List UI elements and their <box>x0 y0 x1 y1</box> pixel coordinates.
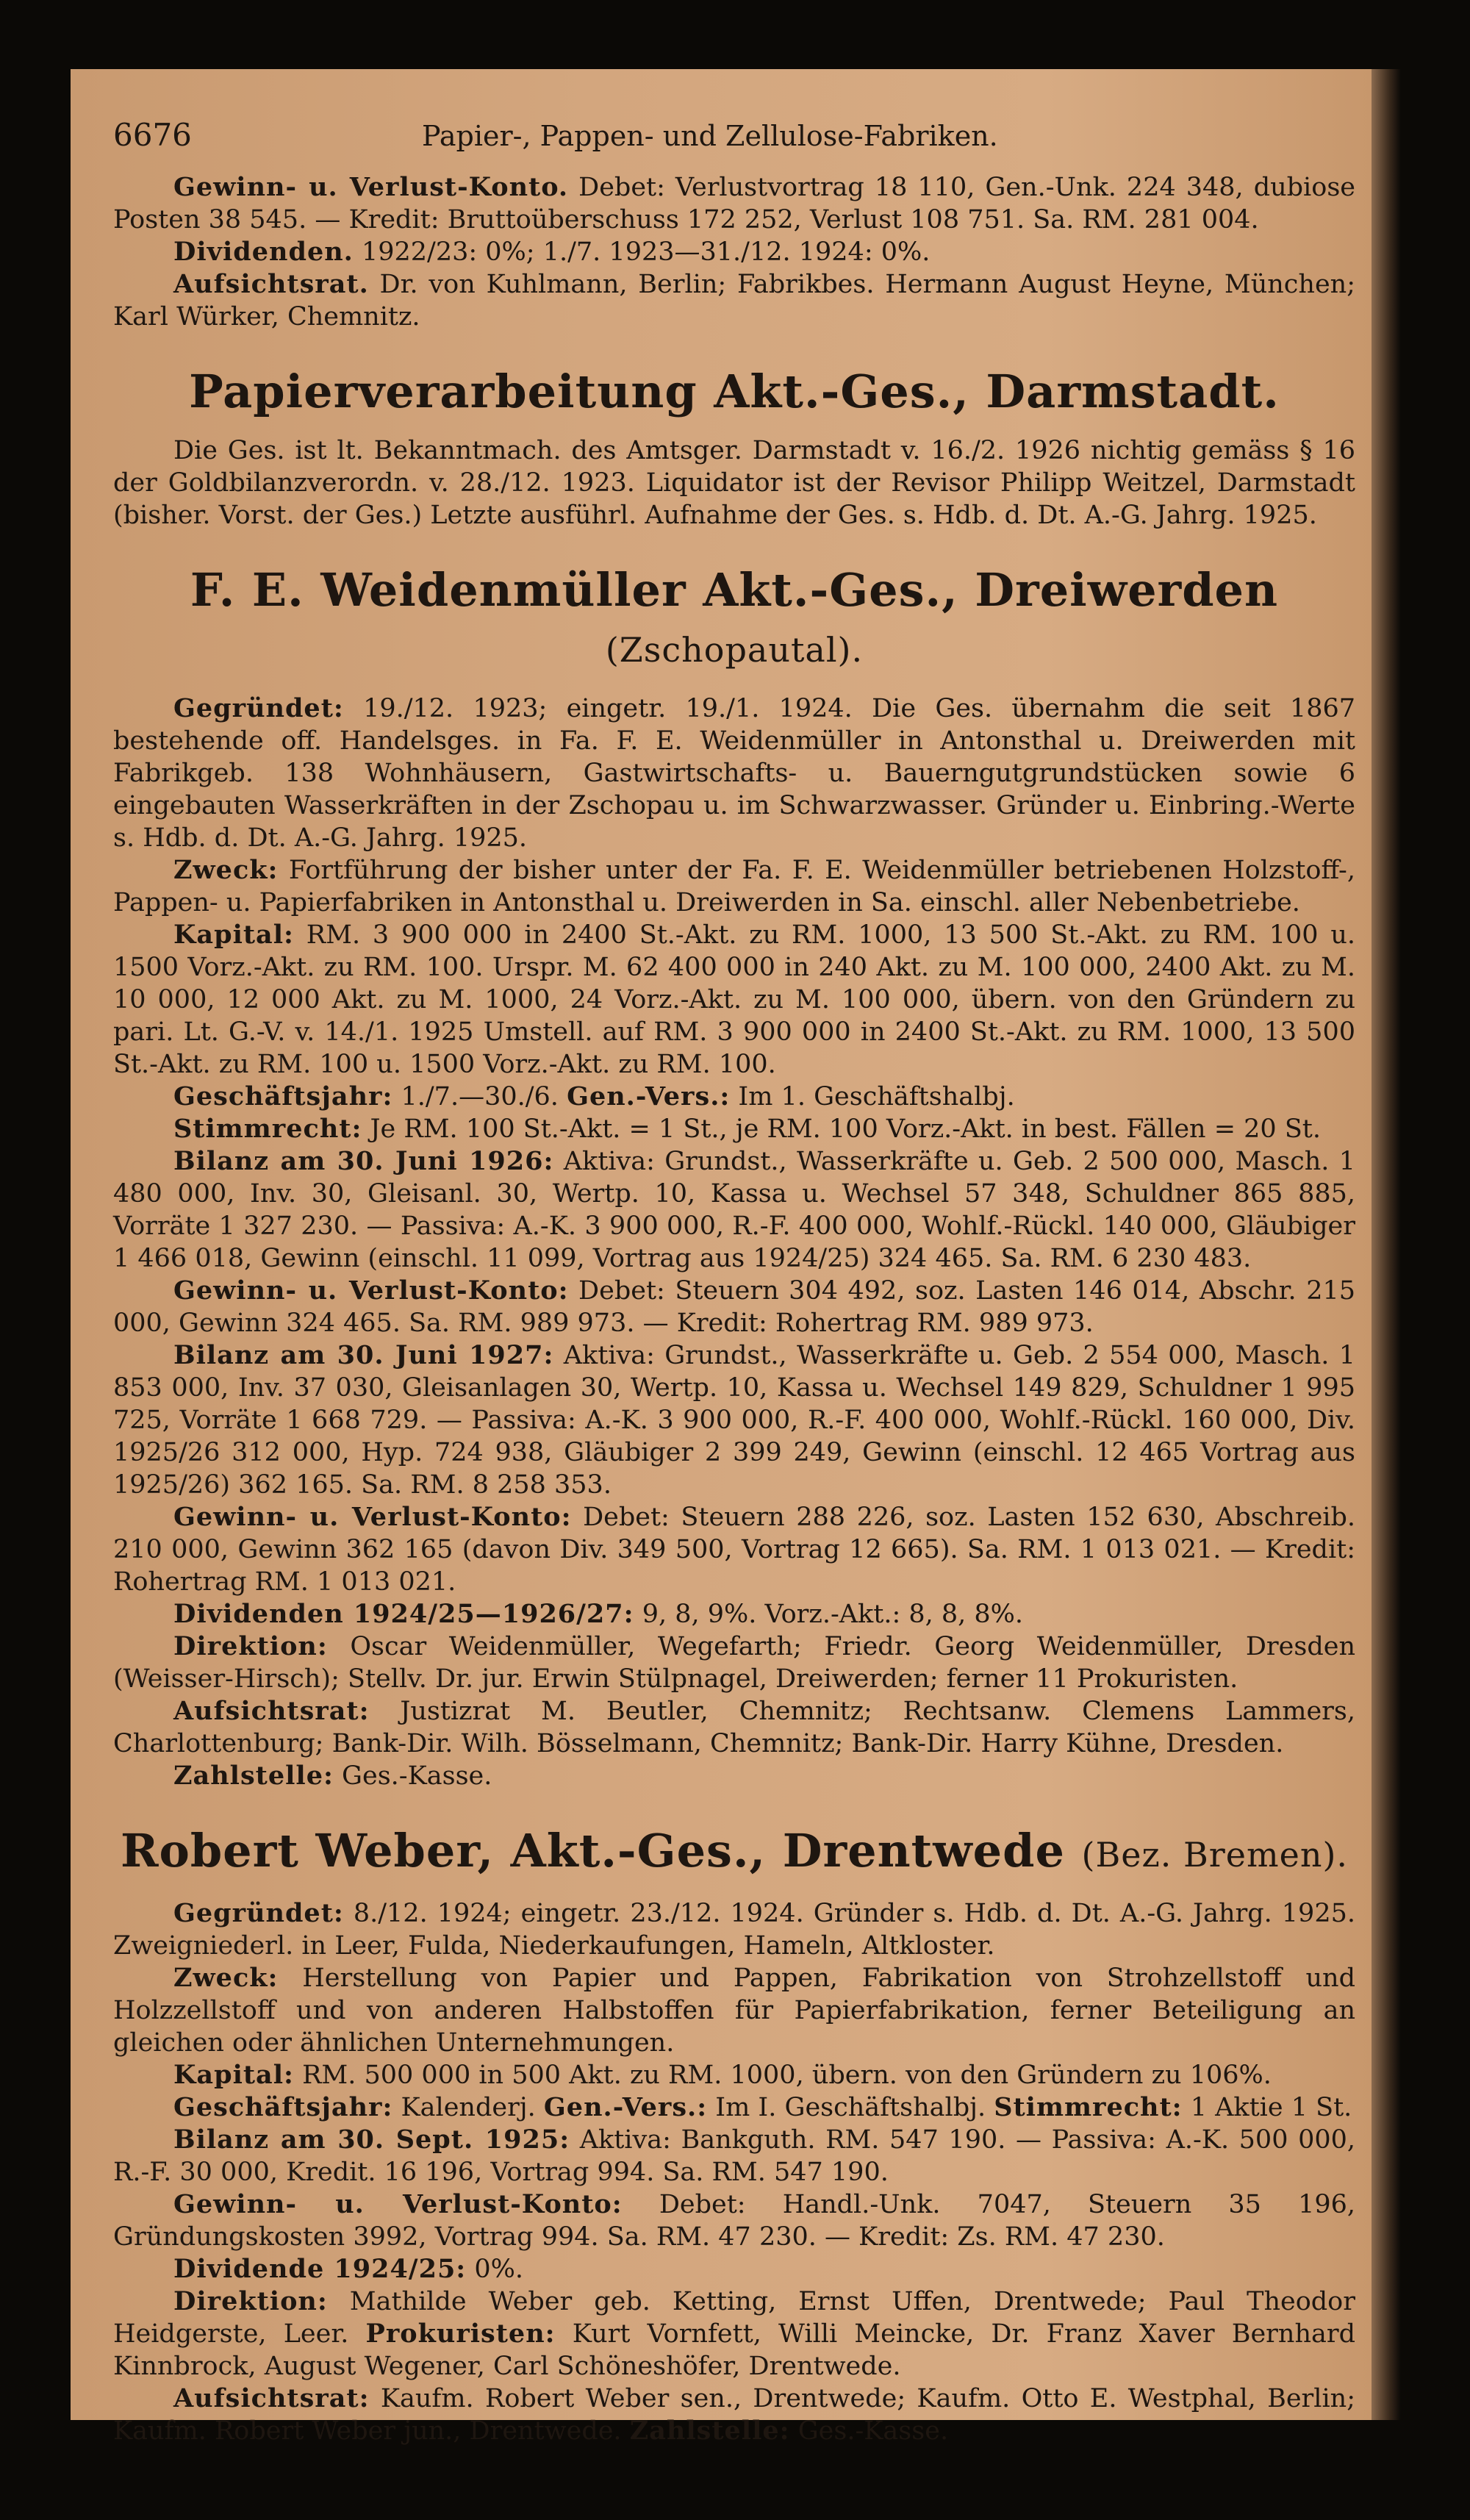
company-title-location: (Bez. Bremen). <box>1081 1835 1349 1875</box>
entry-key: Gen.-Vers.: <box>543 2092 708 2122</box>
paragraph <box>113 1897 1355 1962</box>
paragraph <box>113 1145 1355 1275</box>
paragraph <box>113 2059 1355 2091</box>
entry-text: 9, 8, 9%. Vorz.-Akt.: 8, 8, 8%. <box>634 1600 1024 1629</box>
entry-text: 1 Aktie 1 St. <box>1182 2093 1352 2122</box>
paragraph <box>113 1631 1355 1695</box>
entry-key: Kapital: <box>173 2060 294 2090</box>
entry-text: RM. 3 900 000 in 2400 St.-Akt. zu RM. 1000, 13 500 St.-Akt. zu RM. 100 u. 1500 Vorz.-Akt. zu RM. 100. Urspr. M. 62 400 000 in 240 Akt. zu M. 100 000, 2400 Akt. zu M. 10 000, 12 000 Akt. zu M. 1000, 24 Vorz.-Akt. zu M. 100 000, übern. von den Gründern zu pari. Lt. G.-V. v. 14./1. 1925 Umstell. auf RM. 3 900 000 in 2400 St.-Akt. zu RM. 1000, 13 500 St.-Akt. zu RM. 100 u. 1500 Vorz.-Akt. zu RM. 100. <box>113 920 1355 1079</box>
paragraph <box>113 692 1355 854</box>
paragraph <box>113 2124 1355 2188</box>
intro-section <box>113 171 1355 333</box>
entry-text: Kaufm. Robert Weber sen., Drentwede; Kaufm. Otto E. Westphal, Berlin; Kaufm. Robert Weber jun., Drentwede. <box>113 2384 1355 2446</box>
entry-key: Bilanz am 30. Juni 1927: <box>173 1340 554 1370</box>
entry-text: Die Ges. ist lt. Bekanntmach. des Amtsger. Darmstadt v. 16./2. 1926 nichtig gemäss § 16 der Goldbilanzverordn. v. 28./12. 1923. Liquidator ist der Revisor Philipp Weitzel, Darmstadt (bisher. Vorst. der Ges.) Letzte ausführl. Aufnahme der Ges. s. Hdb. d. Dt. A.-G. Jahrg. 1925. <box>113 436 1355 530</box>
entry-key: Dividenden. <box>173 237 354 267</box>
entry-key: Zahlstelle: <box>629 2416 790 2446</box>
entry-text: 8./12. 1924; eingetr. 23./12. 1924. Gründer s. Hdb. d. Dt. A.-G. Jahrg. 1925. Zweigniederl. in Leer, Fulda, Niederkaufungen, Hameln, Altkloster. <box>113 1899 1355 1961</box>
entry-key: Gewinn- u. Verlust-Konto: <box>173 1275 569 1306</box>
paragraph <box>113 1695 1355 1760</box>
paragraph <box>113 268 1355 333</box>
entry-text: Fortführung der bisher unter der Fa. F. E. Weidenmüller betriebenen Holzstoff-, Pappen- u. Papierfabriken in Antonsthal u. Dreiwerden in Sa. einschl. aller Nebenbetriebe. <box>113 856 1355 917</box>
entry-text: Herstellung von Papier und Pappen, Fabrikation von Strohzellstoff und Holzzellstoff und von anderen Halbstoffen für Papierfabrikation, ferner Beteiligung an gleichen oder ähnlichen Unternehmungen. <box>113 1964 1355 2058</box>
entry-key: Direktion: <box>173 1631 328 1661</box>
page-header <box>113 119 1355 152</box>
entry-text: Aktiva: Grundst., Wasserkräfte u. Geb. 2 500 000, Masch. 1 480 000, Inv. 30, Gleisanl. 30, Wertp. 10, Kassa u. Wechsel 57 348, Schuldner 865 885, Vorräte 1 327 230. — Passiva: A.-K. 3 900 000, R.-F. 400 000, Wohlf.-Rückl. 140 000, Gläubiger 1 466 018, Gewinn (einschl. 11 099, Vortrag aus 1924/25) 324 465. Sa. RM. 6 230 483. <box>113 1147 1355 1273</box>
entry-text: Oscar Weidenmüller, Wegefarth; Friedr. Georg Weidenmüller, Dresden (Weisser-Hirsch); Stellv. Dr. jur. Erwin Stülpnagel, Dreiwerden; ferner 11 Prokuristen. <box>113 1632 1355 1694</box>
entry-text: Ges.-Kasse. <box>333 1761 492 1791</box>
entry-text: Debet: Steuern 288 226, soz. Lasten 152 630, Abschreib. 210 000, Gewinn 362 165 (davon Div. 349 500, Vortrag 12 665). Sa. RM. 1 013 021. — Kredit: Rohertrag RM. 1 013 021. <box>113 1503 1356 1597</box>
entry-text: Kurt Vornfett, Willi Meincke, Dr. Franz Xaver Bernhard Kinnbrock, August Wegener, Carl Schöneshöfer, Drentwede. <box>113 2319 1355 2381</box>
paragraph <box>113 919 1355 1081</box>
page-number: 6676 <box>113 117 192 153</box>
entry-key: Dividende 1924/25: <box>173 2254 467 2284</box>
entry-text: Aktiva: Bankguth. RM. 547 190. — Passiva: A.-K. 500 000, R.-F. 30 000, Kredit. 16 196, Vortrag 994. Sa. RM. 547 190. <box>113 2125 1356 2187</box>
paragraph <box>113 236 1355 268</box>
entry-key: Bilanz am 30. Sept. 1925: <box>173 2125 570 2155</box>
entry-key: Gewinn- u. Verlust-Konto: <box>173 1502 572 1532</box>
entry-key: Prokuristen: <box>365 2319 556 2349</box>
paragraph <box>113 2091 1355 2124</box>
entry-key: Dividenden 1924/25—1926/27: <box>173 1599 634 1629</box>
entry-text: Im I. Geschäftshalbj. <box>707 2093 994 2122</box>
entry-key: Geschäftsjahr: <box>173 2092 393 2122</box>
company-title: Papierverarbeitung Akt.-Ges., Darmstadt. <box>189 365 1280 418</box>
paragraph <box>113 1598 1355 1631</box>
running-title: Papier-, Pappen- und Zellulose-Fabriken. <box>422 120 998 152</box>
entry-text: Im 1. Geschäftshalbj. <box>730 1082 1015 1112</box>
entry-text: 19./12. 1923; eingetr. 19./1. 1924. Die Ges. übernahm die seit 1867 bestehende off. Handelsges. in Fa. F. E. Weidenmüller in Antonsthal u. Dreiwerden mit Fabrikgeb. 138 Wohnhäusern, Gastwirtschafts- u. Bauerngutgrundstücken sowie 6 eingebauten Wasserkräften in der Zschopau u. im Schwarzwasser. Gründer u. Einbring.-Werte s. Hdb. d. Dt. A.-G. Jahrg. 1925. <box>113 694 1355 853</box>
entry-key: Kapital: <box>173 920 294 950</box>
entry-key: Aufsichtsrat: <box>173 1696 370 1726</box>
entry-text: Ges.-Kasse. <box>789 2416 949 2446</box>
entry-key: Zahlstelle: <box>173 1761 334 1791</box>
entry-text: Debet: Verlustvortrag 18 110, Gen.-Unk. 224 348, dubiose Posten 38 545. — Kredit: Bruttoüberschuss 172 252, Verlust 108 751. Sa. RM. 281 004. <box>113 173 1355 235</box>
company-title <box>113 562 1355 678</box>
entry-key: Geschäftsjahr: <box>173 1081 393 1112</box>
entry-key: Stimmrecht: <box>173 1114 362 1144</box>
entry-text: Debet: Steuern 304 492, soz. Lasten 146 014, Abschr. 215 000, Gewinn 324 465. Sa. RM. 989 973. — Kredit: Rohertrag RM. 989 973. <box>113 1276 1356 1338</box>
company-title <box>113 1823 1355 1883</box>
company-section-weidenmueller <box>113 562 1355 1792</box>
paragraph <box>113 171 1355 236</box>
company-title-main: F. E. Weidenmüller Akt.-Ges., Dreiwerden <box>190 563 1279 617</box>
entry-key: Gewinn- u. Verlust-Konto. <box>173 172 569 202</box>
entry-text: Justizrat M. Beutler, Chemnitz; Rechtsanw. Clemens Lammers, Charlottenburg; Bank-Dir. Wilh. Bösselmann, Chemnitz; Bank-Dir. Harry Kühne, Dresden. <box>113 1697 1355 1758</box>
entry-text: 1922/23: 0%; 1./7. 1923—31./12. 1924: 0%. <box>353 237 931 267</box>
company-title-main: Robert Weber, Akt.-Ges., Drentwede <box>120 1824 1065 1878</box>
paragraph <box>113 1081 1355 1113</box>
entry-key: Direktion: <box>173 2286 328 2316</box>
company-section-papierverarbeitung <box>113 364 1355 531</box>
entry-text: Debet: Handl.-Unk. 7047, Steuern 35 196, Gründungskosten 3992, Vortrag 994. Sa. RM. 47 230. — Kredit: Zs. RM. 47 230. <box>113 2190 1355 2252</box>
entry-text: Je RM. 100 St.-Akt. = 1 St., je RM. 100 Vorz.-Akt. in best. Fällen = 20 St. <box>362 1114 1321 1144</box>
book-spine-edge <box>1372 69 1401 2420</box>
entry-key: Aufsichtsrat: <box>173 2383 370 2413</box>
company-title-location: (Zschopautal). <box>605 630 864 670</box>
entry-text: Mathilde Weber geb. Ketting, Ernst Uffen, Drentwede; Paul Theodor Heidgerste, Leer. <box>113 2287 1355 2349</box>
entry-text: Aktiva: Grundst., Wasserkräfte u. Geb. 2 554 000, Masch. 1 853 000, Inv. 37 030, Gleisanlagen 30, Wertp. 10, Kassa u. Wechsel 149 829, Schuldner 1 995 725, Vorräte 1 668 729. — Passiva: A.-K. 3 900 000, R.-F. 400 000, Wohlf.-Rückl. 160 000, Div. 1925/26 312 000, Hyp. 724 938, Gläubiger 2 399 249, Gewinn (einschl. 12 465 Vortrag aus 1925/26) 362 165. Sa. RM. 8 258 353. <box>113 1341 1355 1500</box>
paragraph <box>113 1760 1355 1792</box>
paragraph <box>113 2188 1355 2253</box>
entry-key: Gegründet: <box>173 1898 344 1928</box>
entry-key: Aufsichtsrat. <box>173 269 369 299</box>
entry-key: Gegründet: <box>173 693 344 723</box>
paragraph <box>113 2285 1355 2383</box>
paragraph <box>113 2253 1355 2285</box>
entry-key: Bilanz am 30. Juni 1926: <box>173 1146 554 1176</box>
entry-text: 1./7.—30./6. <box>392 1082 567 1112</box>
company-section-weber <box>113 1823 1355 2447</box>
paragraph <box>113 2383 1355 2447</box>
page-content <box>113 119 1355 2447</box>
paragraph <box>113 1501 1355 1598</box>
paragraph <box>113 1275 1355 1339</box>
entry-key: Zweck: <box>173 855 279 885</box>
document-page <box>71 69 1372 2446</box>
entry-key: Stimmrecht: <box>994 2092 1183 2122</box>
paragraph <box>113 1339 1355 1501</box>
entry-text: Dr. von Kuhlmann, Berlin; Fabrikbes. Hermann August Heyne, München; Karl Würker, Chemnitz. <box>113 270 1355 332</box>
paragraph <box>113 1962 1355 2059</box>
paragraph <box>113 854 1355 919</box>
entry-text: 0%. <box>466 2255 523 2284</box>
entry-key: Gen.-Vers.: <box>567 1081 731 1112</box>
paragraph <box>113 434 1355 531</box>
entry-key: Zweck: <box>173 1963 279 1993</box>
entry-text: RM. 500 000 in 500 Akt. zu RM. 1000, übern. von den Gründern zu 106%. <box>293 2061 1272 2090</box>
paragraph <box>113 1113 1355 1145</box>
entry-key: Gewinn- u. Verlust-Konto: <box>173 2189 623 2219</box>
entry-text: Kalenderj. <box>392 2093 544 2122</box>
